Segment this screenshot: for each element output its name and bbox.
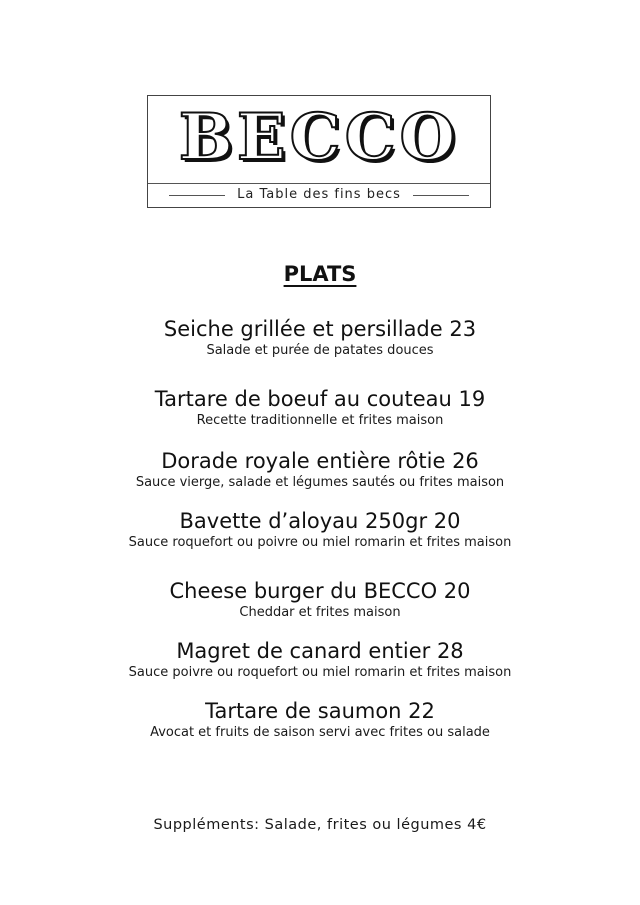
logo-tagline-row (148, 187, 490, 203)
dish-item (0, 578, 640, 621)
tagline-rule-right (413, 195, 469, 196)
dish-description: Sauce poivre ou roquefort ou miel romarin et frites maison (128, 665, 512, 680)
dish-description: Avocat et fruits de saison servi avec frites ou salade (150, 725, 490, 740)
section-title: PLATS (283, 262, 357, 286)
dish-description: Recette traditionnelle et frites maison (196, 413, 444, 428)
dish-item (0, 448, 640, 491)
dish-item (0, 316, 640, 359)
logo-divider (148, 183, 490, 184)
supplements-note: Suppléments: Salade, frites ou légumes 4€ (153, 817, 487, 833)
dish-name: Dorade royale entière rôtie 26 (161, 449, 479, 473)
dish-description: Cheddar et frites maison (239, 605, 401, 620)
dish-name: Seiche grillée et persillade 23 (163, 317, 477, 341)
dish-name: Cheese burger du BECCO 20 (169, 579, 471, 603)
logo-wordmark: BECCO (178, 100, 460, 175)
dish-name: Tartare de saumon 22 (205, 699, 435, 723)
dish-item (0, 638, 640, 681)
dish-name: Magret de canard entier 28 (176, 639, 464, 663)
tagline-rule-left (169, 195, 225, 196)
logo-box (147, 95, 491, 208)
dish-name: Bavette d’aloyau 250gr 20 (179, 509, 461, 533)
dish-description: Sauce vierge, salade et légumes sautés ou frites maison (135, 475, 505, 490)
dish-item (0, 508, 640, 551)
logo-tagline: La Table des fins becs (237, 187, 401, 202)
dish-item (0, 386, 640, 429)
dish-description: Sauce roquefort ou poivre ou miel romarin et frites maison (128, 535, 512, 550)
dish-description: Salade et purée de patates douces (206, 343, 434, 358)
dish-item (0, 698, 640, 741)
dish-name: Tartare de boeuf au couteau 19 (154, 387, 486, 411)
